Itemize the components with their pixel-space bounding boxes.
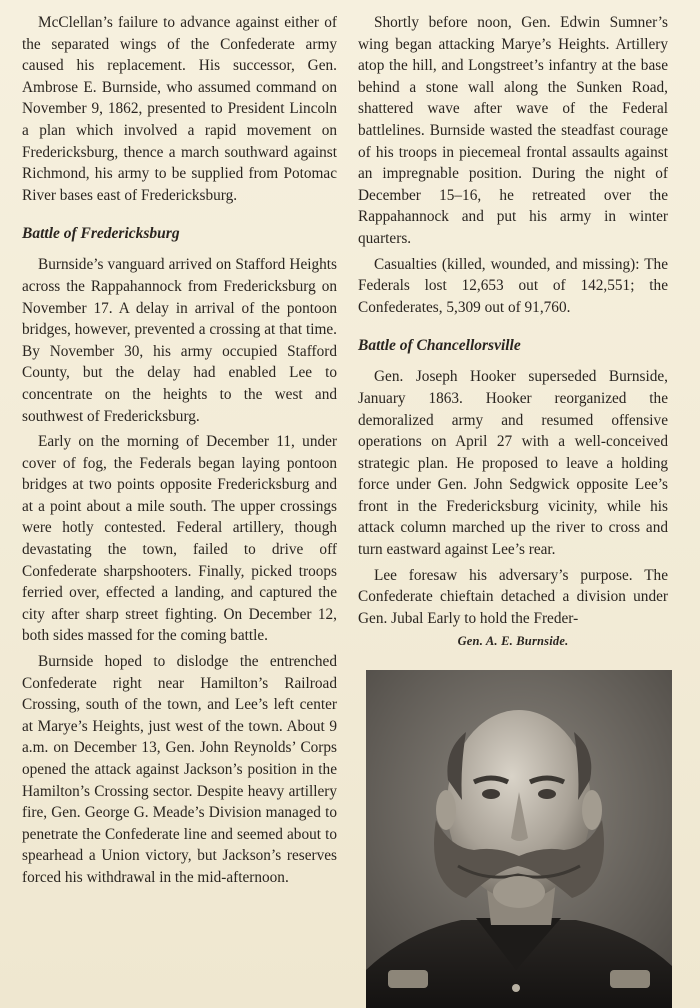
paragraph-casualties: Casualties (killed, wounded, and missing): The Federals lost 12,653 out of 142,551; the Confederates, 5,309 out of 91,760. [358, 255, 668, 316]
paragraph-lee-foresaw: Lee foresaw his adversary’s purpose. The Confederate chieftain detached a division under Gen. Jubal Early to hold the Freder- [358, 566, 668, 627]
heading-battle-of-fredericksburg: Battle of Fredericksburg [22, 225, 180, 243]
paragraph-mcclellan-replacement: McClellan’s failure to advance against either of the separated wings of the Confederate army caused his replacement. His successor, Gen. Ambrose E. Burnside, who assumed command on November 9, 1862, presented to President Lincoln a plan which involved a rapid movement on Fredericksburg, thence a march southward against Richmond, his army to be supplied from Potomac River bases east of Fredericksburg. [22, 14, 337, 204]
portrait-caption: Gen. A. E. Burnside. [457, 634, 569, 648]
portrait-illustration [366, 670, 672, 1008]
right-column [358, 12, 668, 633]
heading-battle-of-chancellorsville: Battle of Chancellorsville [358, 337, 521, 355]
paragraph-december-11: Early on the morning of December 11, under cover of fog, the Federals began laying pontoon bridges at two points opposite Fredericksburg and at a point about a mile south. The upper crossings were hotly contested. Federal artillery, though devastating the town, failed to drive off Confederate sharpshooters. Finally, picked troops ferried over, effected a landing, and captured the city after sharp street fighting. On December 12, both sides massed for the coming battle. [22, 433, 337, 645]
left-column [22, 12, 337, 893]
paragraph-hooker-plan: Gen. Joseph Hooker superseded Burnside, January 1863. Hooker reorganized the demoralized army and resumed offensive operations on April 27 with a well-conceived strategic plan. He proposed to leave a holding force under Gen. John Sedgwick opposite Lee’s front in the Fredericksburg vicinity, while his attack column marched up the river to cross and turn eastward against Lee’s rear. [358, 368, 668, 559]
paragraph-burnside-attack: Burnside hoped to dislodge the entrenched Confederate right near Hamilton’s Railroad Crossing, south of the town, and Lee’s left center at Marye’s Heights, just west of the town. About 9 a.m. on December 13, Gen. John Reynolds’ Corps opened the attack against Jackson’s position in the Hamilton’s Crossing sector. Despite heavy artillery fire, Gen. George G. Meade’s Division managed to penetrate the Confederate line and seemed about to spearhead a Union victory, but Jackson’s reserves forced his withdrawal in the mid-afternoon. [22, 653, 337, 886]
portrait-photo [366, 670, 672, 1008]
paragraph-sumner-attack: Shortly before noon, Gen. Edwin Sumner’s wing began attacking Marye’s Heights. Artillery atop the hill, and Longstreet’s infantry at the base behind a stone wall along the Sunken Road, shattered wave after wave of the Federal battlelines. Burnside wasted the steadfast courage of his troops in piecemeal frontal assaults against an impregnable position. During the night of December 15–16, he retreated over the Rappahannock and put his army in winter quarters. [358, 14, 668, 247]
paragraph-burnside-vanguard: Burnside’s vanguard arrived on Stafford Heights across the Rappahannock from Fredericksburg on November 17. A delay in arrival of the pontoon bridges, however, prevented a crossing at that time. By November 30, his army occupied Stafford County, but the delay had enabled Lee to concentrate on the heights to the west and southwest of Fredericksburg. [22, 256, 337, 425]
